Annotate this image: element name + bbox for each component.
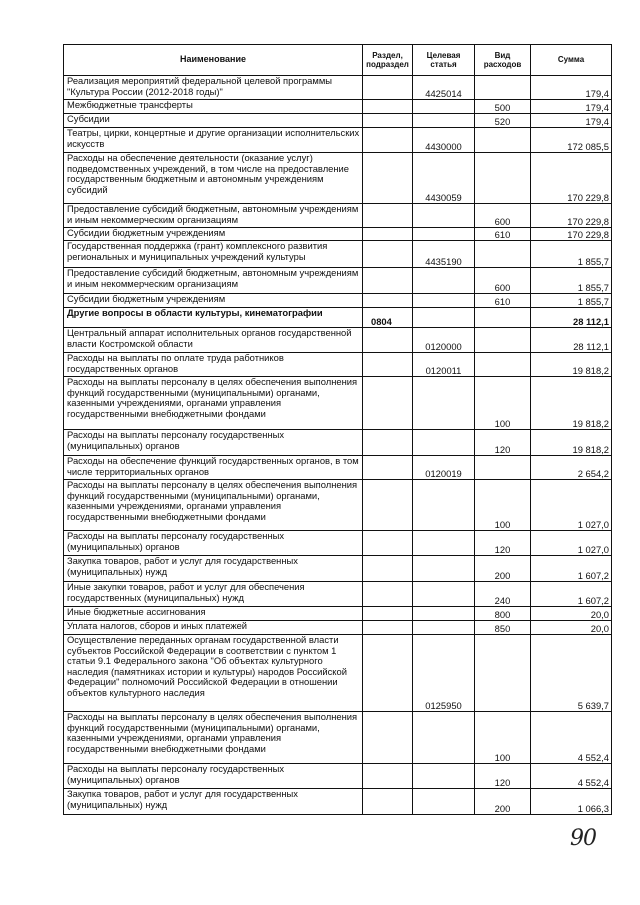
row-sum-cell: 179,4: [531, 100, 612, 114]
row-kind-cell: [475, 241, 531, 268]
row-name-cell: Другие вопросы в области культуры, кинематографии: [64, 308, 363, 328]
row-sum-cell: 170 229,8: [531, 228, 612, 241]
row-article-cell: [413, 556, 475, 582]
row-sum-cell: 4 552,4: [531, 764, 612, 789]
row-section-cell: [363, 228, 413, 241]
row-sum-cell: 179,4: [531, 114, 612, 128]
row-kind-cell: 120: [475, 764, 531, 789]
row-article-cell: 4435190: [413, 241, 475, 268]
table-row: [64, 204, 612, 228]
row-section-cell: [363, 76, 413, 100]
row-name-cell: Расходы на выплаты по оплате труда работников государственных органов: [64, 353, 363, 377]
table-row: [64, 556, 612, 582]
table-row: [64, 621, 612, 635]
row-kind-cell: 120: [475, 430, 531, 456]
row-section-cell: [363, 621, 413, 635]
row-article-cell: [413, 228, 475, 241]
row-name-cell: Расходы на выплаты персоналу государственных (муниципальных) органов: [64, 430, 363, 456]
row-kind-cell: [475, 128, 531, 153]
row-name-cell: Закупка товаров, работ и услуг для государственных (муниципальных) нужд: [64, 556, 363, 582]
row-kind-cell: 100: [475, 712, 531, 764]
header-sum: Сумма: [531, 45, 612, 76]
table-row: [64, 789, 612, 815]
row-section-cell: [363, 712, 413, 764]
row-article-cell: [413, 531, 475, 556]
row-name-cell: Расходы на выплаты персоналу государственных (муниципальных) органов: [64, 764, 363, 789]
row-sum-cell: 19 818,2: [531, 430, 612, 456]
table-row: [64, 308, 612, 328]
header-section: Раздел, подраздел: [363, 45, 413, 76]
row-article-cell: [413, 294, 475, 308]
row-sum-cell: 19 818,2: [531, 353, 612, 377]
budget-table: [63, 44, 612, 815]
row-section-cell: [363, 100, 413, 114]
row-sum-cell: 172 085,5: [531, 128, 612, 153]
table-row: [64, 328, 612, 353]
table-row: [64, 635, 612, 712]
table-header-row: [64, 45, 612, 76]
row-kind-cell: 200: [475, 556, 531, 582]
row-section-cell: [363, 531, 413, 556]
table-row: [64, 480, 612, 531]
row-section-cell: [363, 430, 413, 456]
row-name-cell: Расходы на выплаты персоналу в целях обеспечения выполнения функций государственными (муниципальными) органами, казенными учреждениями, органами управления государственными внебюджетными фондами: [64, 377, 363, 430]
row-kind-cell: 100: [475, 480, 531, 531]
row-kind-cell: 800: [475, 607, 531, 621]
row-sum-cell: 1 066,3: [531, 789, 612, 815]
row-section-cell: [363, 377, 413, 430]
table-row: [64, 128, 612, 153]
row-article-cell: 0120019: [413, 456, 475, 480]
table-row: [64, 582, 612, 607]
row-section-cell: [363, 635, 413, 712]
row-section-cell: [363, 153, 413, 204]
row-article-cell: [413, 114, 475, 128]
row-section-cell: [363, 328, 413, 353]
row-sum-cell: 1 855,7: [531, 268, 612, 294]
row-article-cell: [413, 268, 475, 294]
table-row: [64, 100, 612, 114]
row-kind-cell: 610: [475, 228, 531, 241]
row-section-cell: [363, 204, 413, 228]
header-kind: Вид расходов: [475, 45, 531, 76]
table-row: [64, 377, 612, 430]
row-sum-cell: 4 552,4: [531, 712, 612, 764]
row-article-cell: 4430000: [413, 128, 475, 153]
row-article-cell: [413, 582, 475, 607]
row-kind-cell: 610: [475, 294, 531, 308]
row-sum-cell: 19 818,2: [531, 377, 612, 430]
table-row: [64, 268, 612, 294]
row-name-cell: Центральный аппарат исполнительных органов государственной власти Костромской области: [64, 328, 363, 353]
row-sum-cell: 1 027,0: [531, 480, 612, 531]
row-sum-cell: 2 654,2: [531, 456, 612, 480]
row-kind-cell: [475, 635, 531, 712]
row-name-cell: Государственная поддержка (грант) комплексного развития региональных и муниципальных учреждений культуры: [64, 241, 363, 268]
row-article-cell: [413, 712, 475, 764]
row-kind-cell: [475, 456, 531, 480]
table-row: [64, 764, 612, 789]
row-name-cell: Закупка товаров, работ и услуг для государственных (муниципальных) нужд: [64, 789, 363, 815]
header-name: Наименование: [64, 45, 363, 76]
row-section-cell: [363, 607, 413, 621]
row-name-cell: Осуществление переданных органам государственной власти субъектов Российской Федерации в соответствии с пунктом 1 статьи 9.1 Федерального закона "Об объектах культурного наследия (памятниках истории и культуры) народов Российской Федерации" полномочий Российской Федерации в отношении объектов культурного наследия: [64, 635, 363, 712]
table-row: [64, 607, 612, 621]
table-row: [64, 712, 612, 764]
table-row: [64, 531, 612, 556]
row-name-cell: Субсидии бюджетным учреждениям: [64, 228, 363, 241]
row-article-cell: [413, 480, 475, 531]
row-kind-cell: 500: [475, 100, 531, 114]
row-sum-cell: 1 027,0: [531, 531, 612, 556]
row-kind-cell: 850: [475, 621, 531, 635]
row-sum-cell: 1 855,7: [531, 294, 612, 308]
row-name-cell: Иные закупки товаров, работ и услуг для обеспечения государственных (муниципальных) нужд: [64, 582, 363, 607]
table-row: [64, 294, 612, 308]
table-row: [64, 76, 612, 100]
table-row: [64, 228, 612, 241]
table-row: [64, 153, 612, 204]
row-article-cell: 0120000: [413, 328, 475, 353]
row-kind-cell: [475, 76, 531, 100]
row-section-cell: [363, 764, 413, 789]
table-row: [64, 430, 612, 456]
row-name-cell: Субсидии: [64, 114, 363, 128]
row-sum-cell: 170 229,8: [531, 204, 612, 228]
row-name-cell: Субсидии бюджетным учреждениям: [64, 294, 363, 308]
row-kind-cell: 600: [475, 268, 531, 294]
row-sum-cell: 20,0: [531, 621, 612, 635]
row-article-cell: 0125950: [413, 635, 475, 712]
row-section-cell: [363, 114, 413, 128]
row-section-cell: [363, 556, 413, 582]
table-body: [64, 76, 612, 815]
row-section-cell: [363, 480, 413, 531]
row-kind-cell: 600: [475, 204, 531, 228]
row-name-cell: Расходы на выплаты персоналу государственных (муниципальных) органов: [64, 531, 363, 556]
table-row: [64, 241, 612, 268]
row-kind-cell: [475, 353, 531, 377]
row-kind-cell: 120: [475, 531, 531, 556]
row-section-cell: [363, 582, 413, 607]
row-article-cell: [413, 308, 475, 328]
row-name-cell: Расходы на выплаты персоналу в целях обеспечения выполнения функций государственными (муниципальными) органами, казенными учреждениями, органами управления государственными внебюджетными фондами: [64, 480, 363, 531]
row-sum-cell: 20,0: [531, 607, 612, 621]
row-article-cell: 0120011: [413, 353, 475, 377]
row-article-cell: 4430059: [413, 153, 475, 204]
row-article-cell: 4425014: [413, 76, 475, 100]
row-kind-cell: [475, 328, 531, 353]
row-article-cell: [413, 204, 475, 228]
row-article-cell: [413, 607, 475, 621]
table-row: [64, 456, 612, 480]
row-name-cell: Расходы на обеспечение функций государственных органов, в том числе территориальных органов: [64, 456, 363, 480]
row-section-cell: [363, 294, 413, 308]
row-sum-cell: 1 855,7: [531, 241, 612, 268]
header-article: Целевая статья: [413, 45, 475, 76]
row-name-cell: Расходы на обеспечение деятельности (оказание услуг) подведомственных учреждений, в том числе на предоставление государственным бюджетным и автономным учреждениям субсидий: [64, 153, 363, 204]
row-section-cell: [363, 268, 413, 294]
row-kind-cell: 100: [475, 377, 531, 430]
row-sum-cell: 179,4: [531, 76, 612, 100]
row-name-cell: Расходы на выплаты персоналу в целях обеспечения выполнения функций государственными (муниципальными) органами, казенными учреждениями, органами управления государственными внебюджетными фондами: [64, 712, 363, 764]
row-kind-cell: 240: [475, 582, 531, 607]
row-article-cell: [413, 377, 475, 430]
row-article-cell: [413, 621, 475, 635]
page-number: 90: [570, 826, 596, 851]
row-name-cell: Театры, цирки, концертные и другие организации исполнительских искусств: [64, 128, 363, 153]
row-kind-cell: 200: [475, 789, 531, 815]
row-kind-cell: [475, 153, 531, 204]
row-section-cell: [363, 241, 413, 268]
table-row: [64, 114, 612, 128]
row-section-cell: [363, 128, 413, 153]
row-article-cell: [413, 789, 475, 815]
row-name-cell: Межбюджетные трансферты: [64, 100, 363, 114]
row-sum-cell: 5 639,7: [531, 635, 612, 712]
row-kind-cell: 520: [475, 114, 531, 128]
table-row: [64, 353, 612, 377]
row-name-cell: Предоставление субсидий бюджетным, автономным учреждениям и иным некоммерческим организациям: [64, 268, 363, 294]
row-article-cell: [413, 764, 475, 789]
row-section-cell: [363, 353, 413, 377]
row-sum-cell: 1 607,2: [531, 582, 612, 607]
row-sum-cell: 170 229,8: [531, 153, 612, 204]
row-kind-cell: [475, 308, 531, 328]
row-section-cell: [363, 789, 413, 815]
row-article-cell: [413, 430, 475, 456]
row-name-cell: Иные бюджетные ассигнования: [64, 607, 363, 621]
row-article-cell: [413, 100, 475, 114]
row-sum-cell: 28 112,1: [531, 328, 612, 353]
row-name-cell: Уплата налогов, сборов и иных платежей: [64, 621, 363, 635]
row-section-cell: [363, 456, 413, 480]
row-name-cell: Реализация мероприятий федеральной целевой программы "Культура России (2012-2018 годы)": [64, 76, 363, 100]
row-section-cell: 0804: [363, 308, 413, 328]
row-name-cell: Предоставление субсидий бюджетным, автономным учреждениям и иным некоммерческим организациям: [64, 204, 363, 228]
row-sum-cell: 28 112,1: [531, 308, 612, 328]
row-sum-cell: 1 607,2: [531, 556, 612, 582]
